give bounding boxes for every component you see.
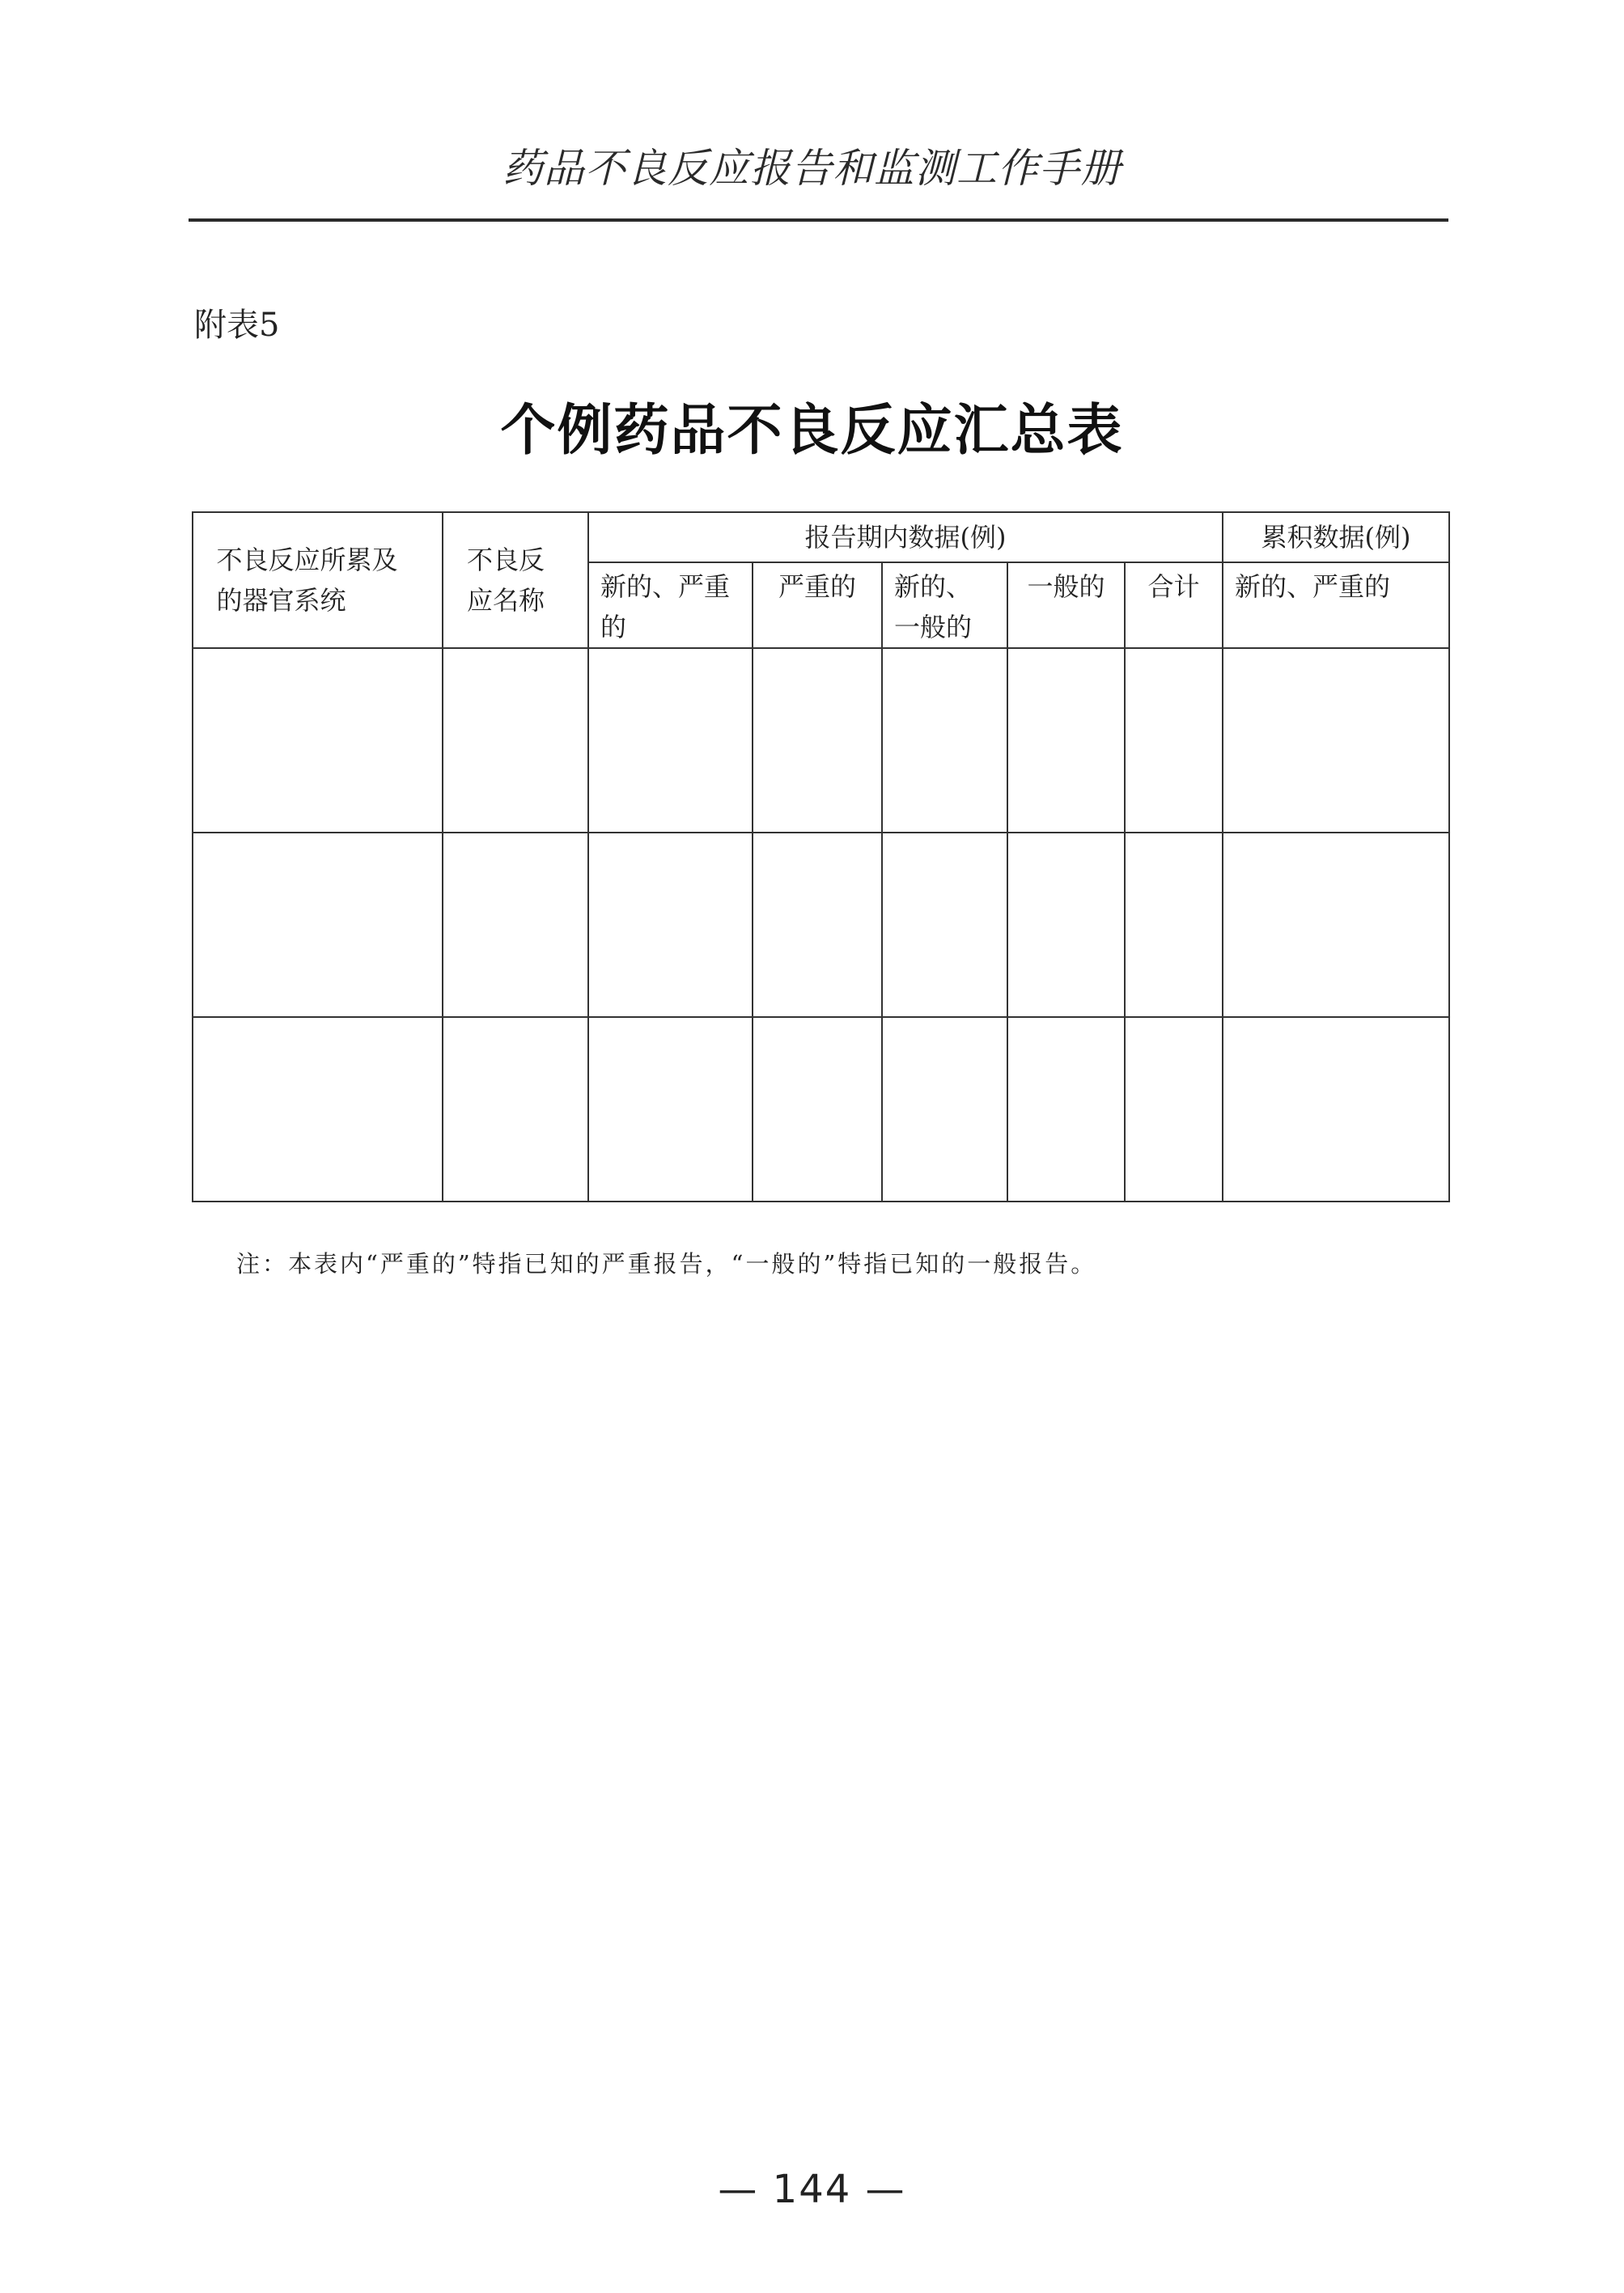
- table-cell: [1125, 833, 1223, 1017]
- table-cell: [1223, 833, 1449, 1017]
- subheader-serious: 严重的: [753, 562, 882, 648]
- table-header-row: [193, 512, 1449, 562]
- table-cell: [588, 833, 753, 1017]
- header-period-group: 报告期内数据(例): [588, 512, 1223, 562]
- subheader-new-general: 新的、一般的: [882, 562, 1007, 648]
- table-cell: [1223, 1017, 1449, 1202]
- document-title: 个例药品不良反应汇总表: [500, 398, 1124, 463]
- table-cell: [1125, 648, 1223, 833]
- page-number: — 144 —: [718, 2167, 906, 2212]
- table-cell: [753, 648, 882, 833]
- table-cell: [443, 1017, 588, 1202]
- subheader-total: 合计: [1125, 562, 1223, 648]
- table-note: 注：本表内“严重的”特指已知的严重报告，“一般的”特指已知的一般报告。: [236, 1250, 1097, 1278]
- table-row: [193, 648, 1449, 833]
- table-row: [193, 1017, 1449, 1202]
- subheader-new-serious: 新的、严重的: [588, 562, 753, 648]
- table-cell: [1125, 1017, 1223, 1202]
- table-row: [193, 833, 1449, 1017]
- subheader-cumulative-new-serious: 新的、严重的: [1223, 562, 1449, 648]
- table-cell: [193, 648, 443, 833]
- running-header: 药品不良反应报告和监测工作手册: [502, 145, 1122, 192]
- table-cell: [443, 648, 588, 833]
- table-cell: [753, 1017, 882, 1202]
- subheader-general: 一般的: [1007, 562, 1125, 648]
- table-cell: [193, 1017, 443, 1202]
- table-cell: [1007, 1017, 1125, 1202]
- table-cell: [882, 648, 1007, 833]
- header-reaction-name: 不良反应名称: [443, 512, 588, 648]
- header-organ-system: 不良反应所累及的器官系统: [193, 512, 443, 648]
- table-cell: [882, 1017, 1007, 1202]
- table-cell: [193, 833, 443, 1017]
- table-cell: [588, 648, 753, 833]
- table-cell: [1223, 648, 1449, 833]
- table-cell: [588, 1017, 753, 1202]
- summary-table: [192, 511, 1450, 1202]
- table-cell: [443, 833, 588, 1017]
- table-body: [193, 512, 1449, 1202]
- table-cell: [882, 833, 1007, 1017]
- header-cumulative-group: 累积数据(例): [1223, 512, 1449, 562]
- appendix-label: 附表5: [194, 307, 280, 344]
- header-rule: [189, 218, 1448, 222]
- table-cell: [1007, 648, 1125, 833]
- table-cell: [1007, 833, 1125, 1017]
- table-cell: [753, 833, 882, 1017]
